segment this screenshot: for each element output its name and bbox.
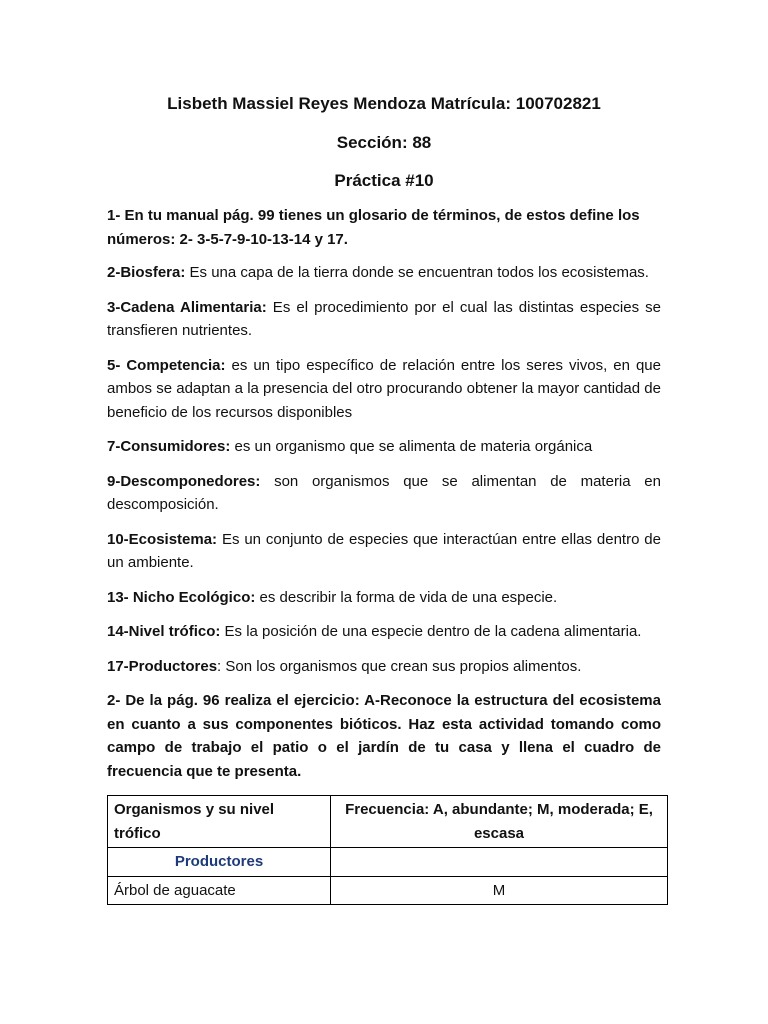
definition-biosfera xyxy=(107,261,661,285)
group-label-productores: Productores xyxy=(108,848,331,877)
organism-cell: Árbol de aguacate xyxy=(108,876,331,905)
definition-descomponedores xyxy=(107,470,661,517)
definition-nicho-ecologico xyxy=(107,586,661,610)
definition-term: 17-Productores xyxy=(107,657,218,675)
question-1-line-1: 1- En tu manual pág. 99 tienes un glosario de términos, de estos define los xyxy=(107,207,640,224)
definition-ecosistema xyxy=(107,528,661,575)
definition-text: Es una capa de la tierra donde se encuentran todos los ecosistemas. xyxy=(185,264,649,281)
student-name-line: Lisbeth Massiel Reyes Mendoza Matrícula: 100702821 xyxy=(167,94,601,113)
definition-term: 13- Nicho Ecológico: xyxy=(107,588,256,606)
question-1 xyxy=(107,204,661,251)
definition-text: : Son los organismos que crean sus propios alimentos. xyxy=(217,657,582,675)
definition-text: es un tipo específico de relación entre los seres vivos, en que ambos se adaptan a la presencia del otro procurando obtener la mayor cantidad de beneficio de los recursos disponibles xyxy=(107,356,661,421)
definition-text: Es la posición de una especie dentro de la cadena alimentaria. xyxy=(220,623,642,640)
definition-term: 7-Consumidores: xyxy=(107,438,231,455)
definition-term: 9-Descomponedores: xyxy=(107,472,261,490)
table-header-row xyxy=(108,796,668,848)
practice-title: Práctica #10 xyxy=(334,171,434,190)
section-line: Sección: 88 xyxy=(336,133,432,152)
definition-term: 10-Ecosistema: xyxy=(107,530,218,548)
definition-nivel-trofico xyxy=(107,620,661,644)
definition-term: 3-Cadena Alimentaria: xyxy=(107,298,267,316)
document-body xyxy=(107,204,661,905)
frequency-table xyxy=(107,795,668,905)
definition-text: es un organismo que se alimenta de materia orgánica xyxy=(230,438,593,455)
definition-term: 2-Biosfera: xyxy=(107,264,186,281)
definition-text: Es el procedimiento por el cual las distintas especies se transfieren nutrientes. xyxy=(107,298,661,339)
definition-term: 5- Competencia: xyxy=(107,356,226,374)
definition-consumidores xyxy=(107,435,661,459)
definition-term: 14-Nivel trófico: xyxy=(107,623,221,640)
column-header-frequency: Frecuencia: A, abundante; M, moderada; E, escasa xyxy=(331,796,668,848)
question-2: 2- De la pág. 96 realiza el ejercicio: A-Reconoce la estructura del ecosistema en cuanto a sus componentes bióticos. Haz esta actividad tomando como campo de trabajo el patio o el jardín de tu casa y llena el cuadro de frecuencia que te presenta. xyxy=(107,692,661,780)
column-header-organisms: Organismos y su nivel trófico xyxy=(108,796,331,848)
question-1-line-2: números: 2- 3-5-7-9-10-13-14 y 17. xyxy=(107,230,348,248)
definition-competencia xyxy=(107,354,661,425)
definition-productores xyxy=(107,655,661,679)
table-row xyxy=(108,876,668,905)
definition-text: son organismos que se alimentan de materia en descomposición. xyxy=(107,472,661,513)
table-cell-empty xyxy=(331,848,668,877)
definition-text: es describir la forma de vida de una especie. xyxy=(255,588,558,606)
table-group-row xyxy=(108,848,668,877)
frequency-cell: M xyxy=(331,876,668,905)
definition-text: Es un conjunto de especies que interactúan entre ellas dentro de un ambiente. xyxy=(107,530,661,571)
definition-cadena-alimentaria xyxy=(107,296,661,343)
